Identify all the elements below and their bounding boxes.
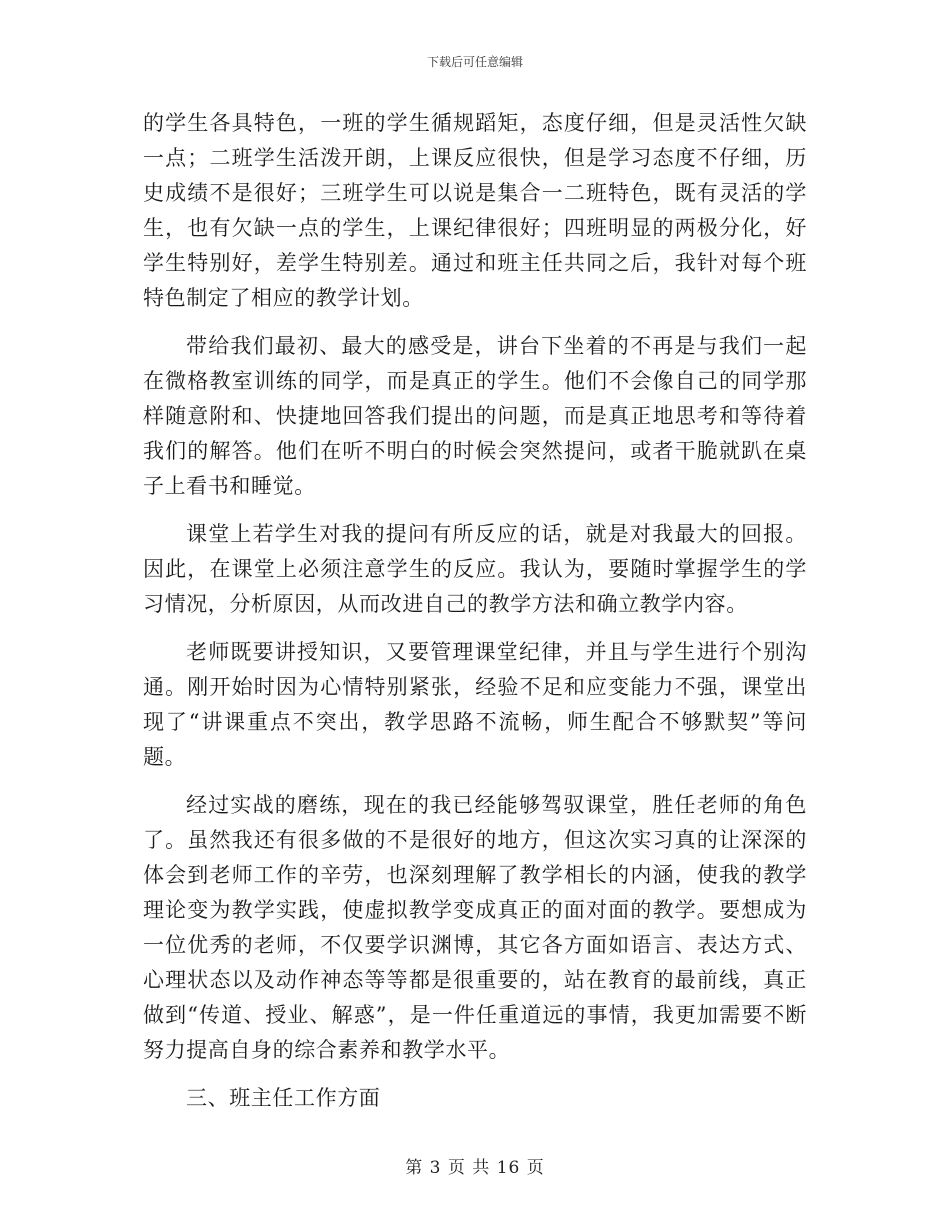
document-body: [143, 106, 807, 1116]
paragraph: 课堂上若学生对我的提问有所反应的话，就是对我最大的回报。因此，在课堂上必须注意学生的反应。我认为，要随时掌握学生的学习情况，分析原因，从而改进自己的教学方法和确立教学内容。: [143, 522, 807, 616]
paragraph: 经过实战的磨练，现在的我已经能够驾驭课堂，胜任老师的角色了。虽然我还有很多做的不是很好的地方，但这次实习真的让深深的体会到老师工作的辛劳，也深刻理解了教学相长的内涵，使我的教学理论变为教学实践，使虚拟教学变成真正的面对面的教学。要想成为一位优秀的老师，不仅要学识渊博，其它各方面如语言、表达方式、心理状态以及动作神态等等都是很重要的，站在教育的最前线，真正做到“传道、授业、解惑”，是一件任重道远的事情，我更加需要不断努力提高自身的综合素养和教学水平。: [143, 793, 807, 1062]
paragraph-continued: 的学生各具特色，一班的学生循规蹈矩，态度仔细，但是灵活性欠缺一点；二班学生活泼开朗，上课反应很快，但是学习态度不仔细，历史成绩不是很好；三班学生可以说是集合一二班特色，既有灵活的学生，也有欠缺一点的学生，上课纪律很好；四班明显的两极分化，好学生特别好，差学生特别差。通过和班主任共同之后，我针对每个班特色制定了相应的教学计划。: [143, 111, 807, 310]
page-header: 下载后可任意编辑: [426, 55, 523, 69]
page-number-footer: 第 3 页 共 16 页: [405, 1158, 545, 1178]
paragraph: 老师既要讲授知识，又要管理课堂纪律，并且与学生进行个别沟通。刚开始时因为心情特别紧张，经验不足和应变能力不强，课堂出现了“讲课重点不突出，教学思路不流畅，师生配合不够默契”等问题。: [143, 640, 807, 769]
section-heading: 三、班主任工作方面: [186, 1086, 381, 1110]
paragraph: 带给我们最初、最大的感受是，讲台下坐着的不再是与我们一起在微格教室训练的同学，而是真正的学生。他们不会像自己的同学那样随意附和、快捷地回答我们提出的问题，而是真正地思考和等待着我们的解答。他们在听不明白的时候会突然提问，或者干脆就趴在桌子上看书和睡觉。: [143, 334, 807, 498]
